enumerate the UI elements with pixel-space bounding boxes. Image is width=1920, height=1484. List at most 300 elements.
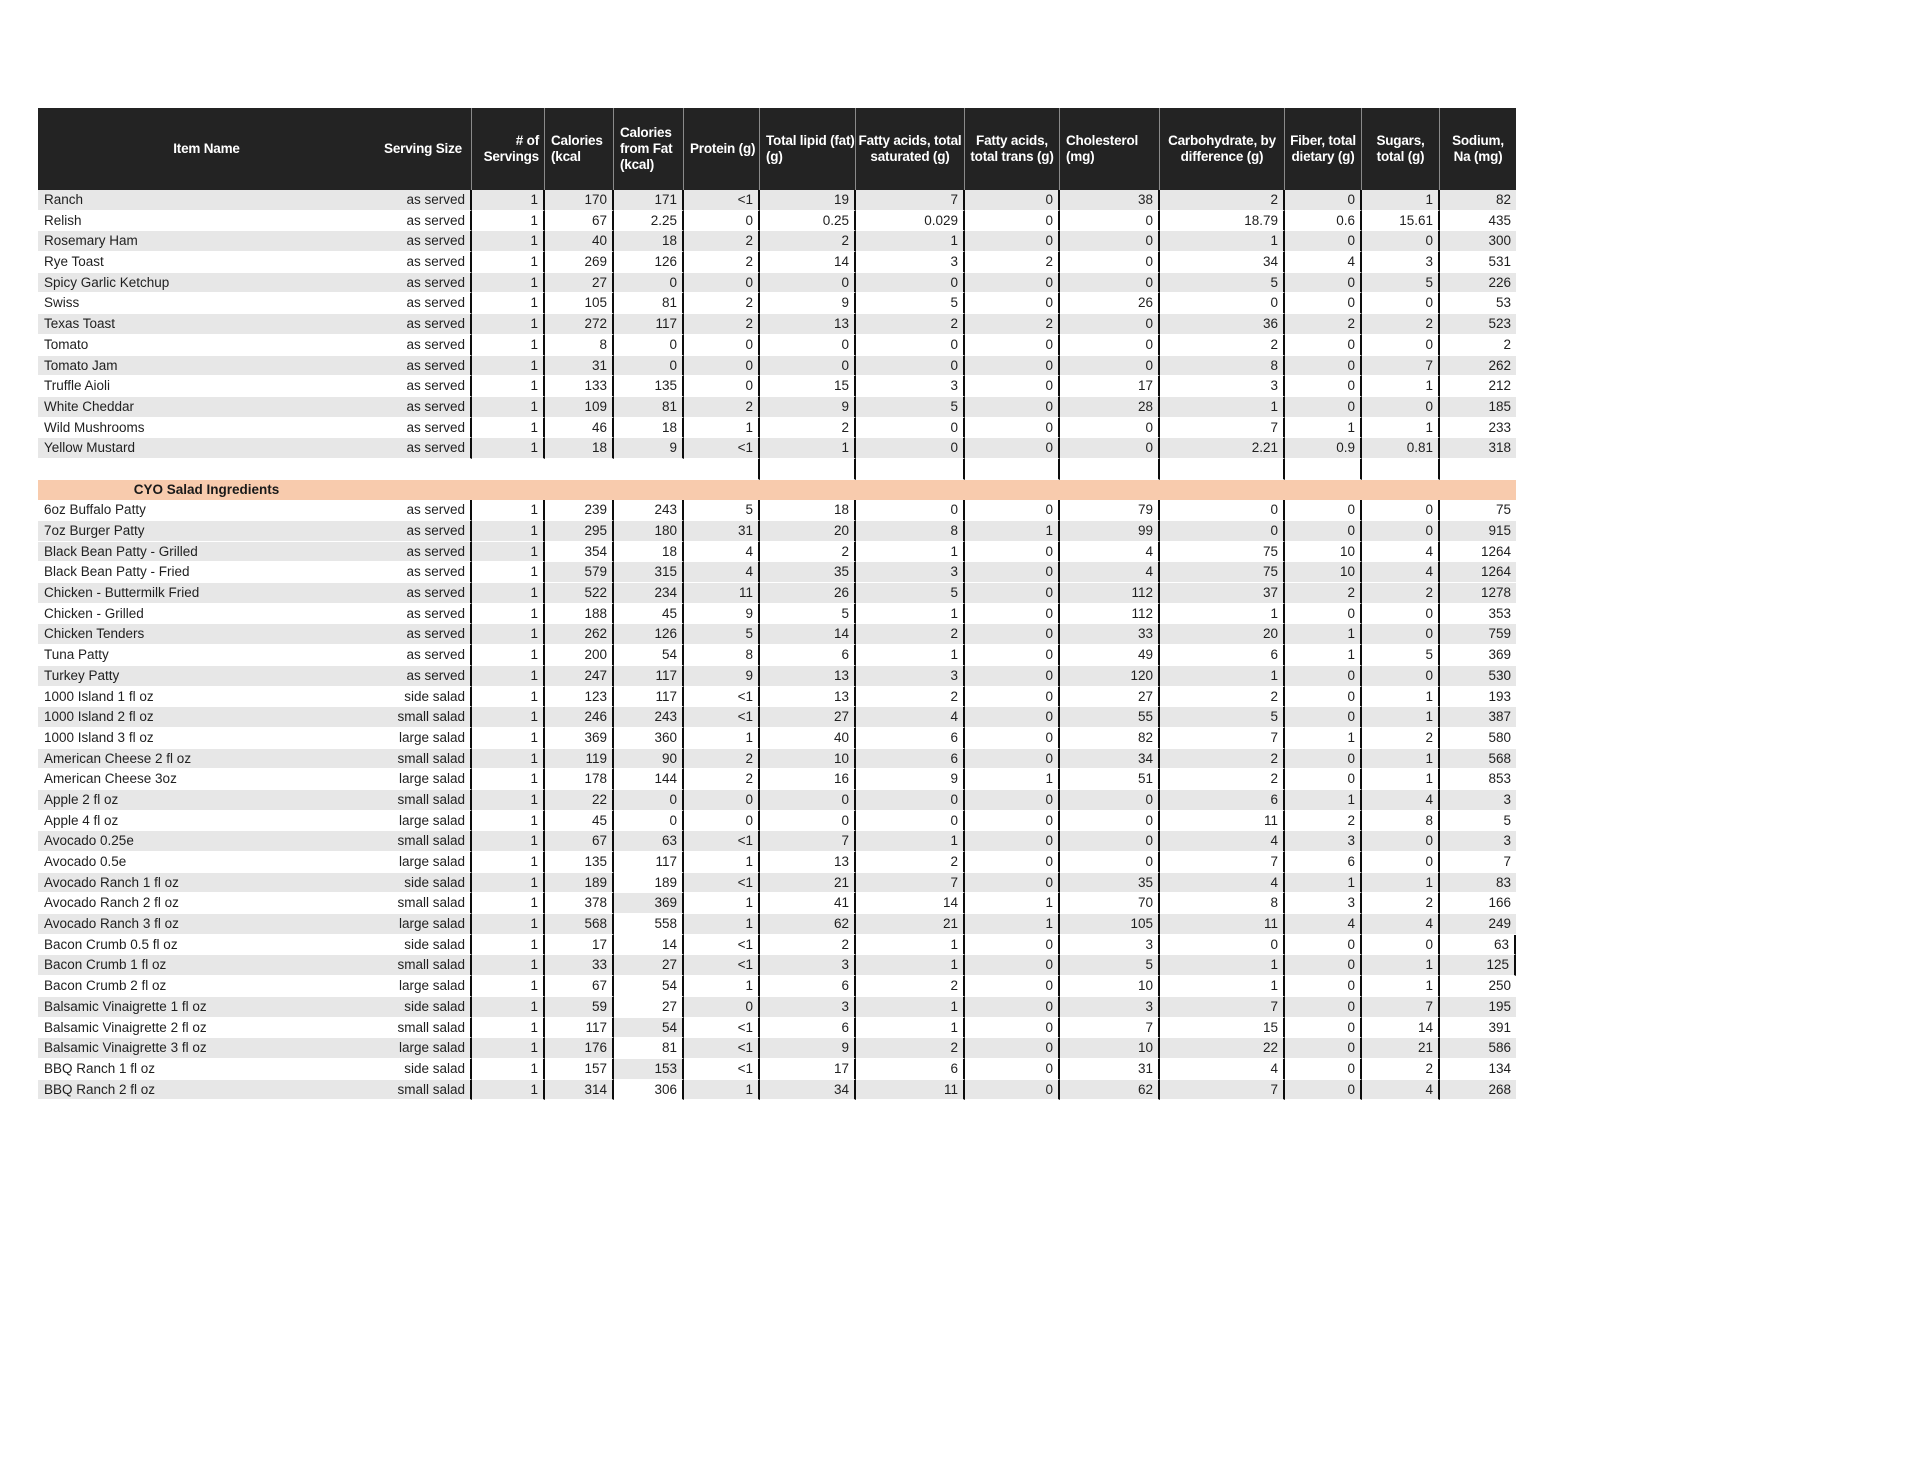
cell-fat-saturated: 6 [856,1059,965,1080]
cell-calories-from-fat: 369 [614,893,684,914]
cell-num-servings: 1 [472,562,545,583]
cell-total-lipid: 21 [760,873,856,894]
column-header-label: Item Name [173,141,240,156]
cell-fat-saturated: 0 [856,356,965,377]
cell-sugars: 4 [1362,542,1440,563]
spacer-cell [1160,459,1285,480]
table-row [38,873,1516,894]
cell-sodium: 83 [1440,873,1516,894]
cell-calories-from-fat: 243 [614,707,684,728]
cell-fat-trans: 0 [965,1059,1060,1080]
cell-item-name: Wild Mushrooms [38,418,375,439]
cell-fat-trans: 0 [965,542,1060,563]
cell-fiber: 0 [1285,335,1362,356]
cell-sodium: 226 [1440,273,1516,294]
cell-num-servings: 1 [472,1080,545,1101]
cell-calories-from-fat: 171 [614,190,684,211]
cell-num-servings: 1 [472,314,545,335]
cell-fat-saturated: 2 [856,624,965,645]
cell-carbohydrate: 1 [1160,976,1285,997]
cell-cholesterol: 120 [1060,666,1160,687]
column-header-fatty-acids-total-trans-g [965,108,1060,190]
cell-fat-saturated: 2 [856,687,965,708]
cell-calories-from-fat: 0 [614,790,684,811]
cell-calories-from-fat: 81 [614,1038,684,1059]
table-row [38,562,1516,583]
column-header-of-servings [472,108,545,190]
column-header-calories-from-fat-kcal [614,108,684,190]
cell-calories-from-fat: 45 [614,604,684,625]
cell-fat-trans: 0 [965,666,1060,687]
cell-item-name: Avocado Ranch 3 fl oz [38,914,375,935]
cell-carbohydrate: 18.79 [1160,211,1285,232]
table-row [38,397,1516,418]
cell-num-servings: 1 [472,955,545,976]
cell-serving-size: as served [375,293,472,314]
cell-protein: 2 [684,749,760,770]
cell-fat-saturated: 0 [856,811,965,832]
cell-sugars: 0 [1362,231,1440,252]
cell-serving-size: as served [375,252,472,273]
cell-calories: 178 [545,769,614,790]
cell-fat-trans: 1 [965,893,1060,914]
cell-total-lipid: 35 [760,562,856,583]
cell-calories: 568 [545,914,614,935]
cell-num-servings: 1 [472,852,545,873]
cell-fat-saturated: 0 [856,438,965,459]
table-row [38,231,1516,252]
spacer-cell [38,459,375,480]
table-row [38,376,1516,397]
cell-sodium: 300 [1440,231,1516,252]
cell-serving-size: as served [375,231,472,252]
cell-carbohydrate: 6 [1160,645,1285,666]
cell-total-lipid: 13 [760,687,856,708]
cell-fat-saturated: 2 [856,976,965,997]
cell-calories: 200 [545,645,614,666]
cell-sugars: 0 [1362,397,1440,418]
cell-serving-size: as served [375,314,472,335]
table-row [38,728,1516,749]
cell-item-name: 1000 Island 3 fl oz [38,728,375,749]
cell-protein: 0 [684,811,760,832]
cell-serving-size: large salad [375,914,472,935]
table-row [38,914,1516,935]
cell-fiber: 0 [1285,604,1362,625]
cell-item-name: Chicken Tenders [38,624,375,645]
cell-num-servings: 1 [472,831,545,852]
cell-fat-saturated: 7 [856,190,965,211]
cell-serving-size: side salad [375,1059,472,1080]
cell-calories: 18 [545,438,614,459]
cell-num-servings: 1 [472,438,545,459]
cell-calories: 117 [545,1018,614,1039]
cell-fat-trans: 0 [965,376,1060,397]
cell-sodium: 369 [1440,645,1516,666]
table-row [38,790,1516,811]
cell-cholesterol: 82 [1060,728,1160,749]
nutrition-table [38,108,1516,1100]
cell-num-servings: 1 [472,914,545,935]
cell-fiber: 3 [1285,893,1362,914]
cell-fat-saturated: 0 [856,273,965,294]
cell-sodium: 759 [1440,624,1516,645]
cell-serving-size: as served [375,418,472,439]
cell-item-name: Chicken - Grilled [38,604,375,625]
cell-fat-saturated: 6 [856,728,965,749]
cell-total-lipid: 1 [760,438,856,459]
cell-sugars: 0 [1362,852,1440,873]
cell-carbohydrate: 2.21 [1160,438,1285,459]
cell-sugars: 7 [1362,997,1440,1018]
cell-serving-size: as served [375,211,472,232]
cell-fiber: 0 [1285,190,1362,211]
cell-carbohydrate: 8 [1160,356,1285,377]
cell-total-lipid: 0 [760,335,856,356]
cell-carbohydrate: 1 [1160,955,1285,976]
cell-carbohydrate: 4 [1160,831,1285,852]
spacer-cell [545,459,614,480]
cell-sodium: 195 [1440,997,1516,1018]
cell-carbohydrate: 15 [1160,1018,1285,1039]
cell-fat-trans: 1 [965,769,1060,790]
cell-sugars: 2 [1362,1059,1440,1080]
cell-sodium: 166 [1440,893,1516,914]
column-header-protein-g [684,108,760,190]
cell-protein: <1 [684,831,760,852]
cell-serving-size: as served [375,521,472,542]
table-row [38,418,1516,439]
cell-sodium: 5 [1440,811,1516,832]
cell-protein: 0 [684,790,760,811]
cell-item-name: Yellow Mustard [38,438,375,459]
cell-cholesterol: 3 [1060,997,1160,1018]
cell-fiber: 0 [1285,1018,1362,1039]
cell-cholesterol: 26 [1060,293,1160,314]
cell-carbohydrate: 4 [1160,873,1285,894]
cell-calories-from-fat: 135 [614,376,684,397]
cell-fat-saturated: 2 [856,852,965,873]
cell-calories-from-fat: 144 [614,769,684,790]
cell-fat-saturated: 2 [856,1038,965,1059]
cell-protein: 1 [684,728,760,749]
cell-sugars: 21 [1362,1038,1440,1059]
cell-total-lipid: 6 [760,976,856,997]
cell-num-servings: 1 [472,935,545,956]
spacer-cell [472,459,545,480]
spacer-cell [614,459,684,480]
column-header-label: Fatty acids, total trans (g) [970,133,1054,164]
cell-serving-size: as served [375,562,472,583]
cell-cholesterol: 0 [1060,273,1160,294]
cell-carbohydrate: 5 [1160,273,1285,294]
cell-fat-saturated: 11 [856,1080,965,1101]
cell-protein: 2 [684,252,760,273]
cell-fiber: 0 [1285,273,1362,294]
cell-cholesterol: 70 [1060,893,1160,914]
cell-carbohydrate: 2 [1160,687,1285,708]
table-row [38,252,1516,273]
spacer-cell [760,459,856,480]
cell-protein: <1 [684,1038,760,1059]
cell-cholesterol: 27 [1060,687,1160,708]
column-header-carbohydrate-by-difference-g [1160,108,1285,190]
column-header-calories-kcal [545,108,614,190]
cell-num-servings: 1 [472,1059,545,1080]
cell-calories: 67 [545,831,614,852]
table-row [38,687,1516,708]
cell-calories-from-fat: 180 [614,521,684,542]
cell-fat-trans: 0 [965,1038,1060,1059]
cell-cholesterol: 34 [1060,749,1160,770]
cell-num-servings: 1 [472,397,545,418]
cell-calories: 45 [545,811,614,832]
spacer-cell [856,459,965,480]
cell-calories-from-fat: 126 [614,252,684,273]
cell-sugars: 1 [1362,873,1440,894]
cell-fiber: 2 [1285,314,1362,335]
cell-carbohydrate: 1 [1160,397,1285,418]
spacer-cell [1362,459,1440,480]
cell-sodium: 249 [1440,914,1516,935]
column-header-label: Fatty acids, total saturated (g) [858,133,962,164]
cell-cholesterol: 28 [1060,397,1160,418]
cell-calories-from-fat: 234 [614,583,684,604]
cell-calories: 27 [545,273,614,294]
cell-calories: 109 [545,397,614,418]
cell-fiber: 0 [1285,397,1362,418]
cell-carbohydrate: 11 [1160,811,1285,832]
cell-item-name: Black Bean Patty - Fried [38,562,375,583]
table-row [38,997,1516,1018]
cell-fiber: 1 [1285,728,1362,749]
cell-carbohydrate: 7 [1160,997,1285,1018]
cell-carbohydrate: 36 [1160,314,1285,335]
table-row [38,852,1516,873]
cell-fiber: 4 [1285,252,1362,273]
table-row [38,707,1516,728]
cell-fat-trans: 0 [965,190,1060,211]
cell-protein: <1 [684,935,760,956]
cell-protein: 0 [684,335,760,356]
cell-cholesterol: 10 [1060,976,1160,997]
cell-fat-saturated: 5 [856,293,965,314]
cell-fat-trans: 2 [965,252,1060,273]
cell-serving-size: side salad [375,935,472,956]
cell-calories: 354 [545,542,614,563]
cell-fiber: 0 [1285,293,1362,314]
cell-calories-from-fat: 0 [614,273,684,294]
cell-item-name: Rosemary Ham [38,231,375,252]
table-row [38,666,1516,687]
cell-carbohydrate: 5 [1160,707,1285,728]
cell-num-servings: 1 [472,1038,545,1059]
cell-calories: 105 [545,293,614,314]
cell-serving-size: as served [375,604,472,625]
cell-protein: <1 [684,438,760,459]
cell-sugars: 2 [1362,583,1440,604]
cell-calories-from-fat: 0 [614,356,684,377]
cell-item-name: Rye Toast [38,252,375,273]
table-row [38,438,1516,459]
table-row [38,1080,1516,1101]
cell-fiber: 0 [1285,749,1362,770]
cell-carbohydrate: 0 [1160,293,1285,314]
cell-cholesterol: 0 [1060,418,1160,439]
column-header-label: Carbohydrate, by difference (g) [1168,133,1276,164]
cell-sodium: 531 [1440,252,1516,273]
cell-cholesterol: 0 [1060,438,1160,459]
cell-fat-saturated: 8 [856,521,965,542]
cell-sodium: 353 [1440,604,1516,625]
cell-fat-saturated: 6 [856,749,965,770]
cell-num-servings: 1 [472,211,545,232]
table-row [38,935,1516,956]
cell-serving-size: large salad [375,769,472,790]
cell-num-servings: 1 [472,231,545,252]
cell-total-lipid: 9 [760,397,856,418]
cell-num-servings: 1 [472,1018,545,1039]
cell-calories-from-fat: 81 [614,397,684,418]
cell-sugars: 1 [1362,418,1440,439]
cell-fiber: 1 [1285,873,1362,894]
cell-sugars: 0 [1362,666,1440,687]
cell-carbohydrate: 75 [1160,562,1285,583]
cell-item-name: Apple 4 fl oz [38,811,375,832]
cell-fiber: 0 [1285,935,1362,956]
cell-cholesterol: 10 [1060,1038,1160,1059]
cell-sugars: 0 [1362,935,1440,956]
cell-total-lipid: 0 [760,790,856,811]
cell-sugars: 4 [1362,1080,1440,1101]
cell-sodium: 7 [1440,852,1516,873]
cell-fat-saturated: 3 [856,666,965,687]
cell-total-lipid: 27 [760,707,856,728]
cell-serving-size: as served [375,335,472,356]
cell-item-name: White Cheddar [38,397,375,418]
cell-carbohydrate: 7 [1160,418,1285,439]
cell-fat-saturated: 1 [856,935,965,956]
cell-fiber: 10 [1285,562,1362,583]
cell-cholesterol: 55 [1060,707,1160,728]
cell-protein: 0 [684,376,760,397]
table-row [38,893,1516,914]
column-header-label: Serving Size [384,141,462,156]
cell-item-name: Black Bean Patty - Grilled [38,542,375,563]
cell-sodium: 586 [1440,1038,1516,1059]
cell-total-lipid: 10 [760,749,856,770]
cell-serving-size: side salad [375,873,472,894]
cell-num-servings: 1 [472,273,545,294]
cell-num-servings: 1 [472,190,545,211]
cell-calories-from-fat: 18 [614,418,684,439]
cell-protein: <1 [684,707,760,728]
cell-serving-size: small salad [375,893,472,914]
cell-fat-saturated: 2 [856,314,965,335]
cell-num-servings: 1 [472,707,545,728]
cell-sodium: 125 [1440,955,1516,976]
cell-calories: 239 [545,500,614,521]
column-header-fatty-acids-total-saturated-g [856,108,965,190]
cell-total-lipid: 13 [760,666,856,687]
cell-calories-from-fat: 558 [614,914,684,935]
table-row [38,1059,1516,1080]
cell-item-name: 1000 Island 2 fl oz [38,707,375,728]
cell-num-servings: 1 [472,811,545,832]
cell-fat-trans: 0 [965,873,1060,894]
cell-sugars: 1 [1362,376,1440,397]
cell-total-lipid: 14 [760,252,856,273]
cell-sugars: 2 [1362,728,1440,749]
cell-fat-trans: 0 [965,976,1060,997]
cell-serving-size: as served [375,624,472,645]
cell-calories: 262 [545,624,614,645]
cell-sugars: 5 [1362,273,1440,294]
cell-fiber: 3 [1285,831,1362,852]
cell-protein: 1 [684,852,760,873]
cell-fiber: 0 [1285,1038,1362,1059]
cell-calories-from-fat: 2.25 [614,211,684,232]
cell-total-lipid: 26 [760,583,856,604]
cell-total-lipid: 9 [760,293,856,314]
cell-item-name: BBQ Ranch 2 fl oz [38,1080,375,1101]
cell-protein: 9 [684,604,760,625]
cell-fiber: 6 [1285,852,1362,873]
cell-calories: 33 [545,955,614,976]
cell-protein: 2 [684,314,760,335]
cell-protein: <1 [684,190,760,211]
spacer-cell [375,459,472,480]
cell-carbohydrate: 0 [1160,935,1285,956]
cell-fat-trans: 0 [965,335,1060,356]
cell-fat-saturated: 1 [856,955,965,976]
cell-protein: 4 [684,562,760,583]
cell-fat-trans: 0 [965,831,1060,852]
cell-fat-trans: 2 [965,314,1060,335]
cell-cholesterol: 0 [1060,811,1160,832]
cell-num-servings: 1 [472,893,545,914]
cell-fat-trans: 1 [965,521,1060,542]
cell-fiber: 1 [1285,790,1362,811]
cell-carbohydrate: 1 [1160,231,1285,252]
table-row [38,583,1516,604]
cell-fat-saturated: 0 [856,335,965,356]
cell-sugars: 8 [1362,811,1440,832]
cell-fat-trans: 0 [965,500,1060,521]
cell-carbohydrate: 11 [1160,914,1285,935]
cell-fat-trans: 0 [965,811,1060,832]
cell-cholesterol: 49 [1060,645,1160,666]
cell-sugars: 0 [1362,624,1440,645]
cell-fat-trans: 0 [965,418,1060,439]
cell-fat-trans: 0 [965,562,1060,583]
cell-total-lipid: 20 [760,521,856,542]
cell-num-servings: 1 [472,645,545,666]
cell-serving-size: as served [375,376,472,397]
cell-calories: 176 [545,1038,614,1059]
cell-calories: 157 [545,1059,614,1080]
cell-num-servings: 1 [472,790,545,811]
table-row [38,542,1516,563]
cell-cholesterol: 0 [1060,852,1160,873]
table-row [38,190,1516,211]
cell-calories-from-fat: 126 [614,624,684,645]
cell-fiber: 0 [1285,769,1362,790]
table-row [38,955,1516,976]
table-row [38,314,1516,335]
cell-sodium: 3 [1440,790,1516,811]
cell-fat-saturated: 1 [856,1018,965,1039]
